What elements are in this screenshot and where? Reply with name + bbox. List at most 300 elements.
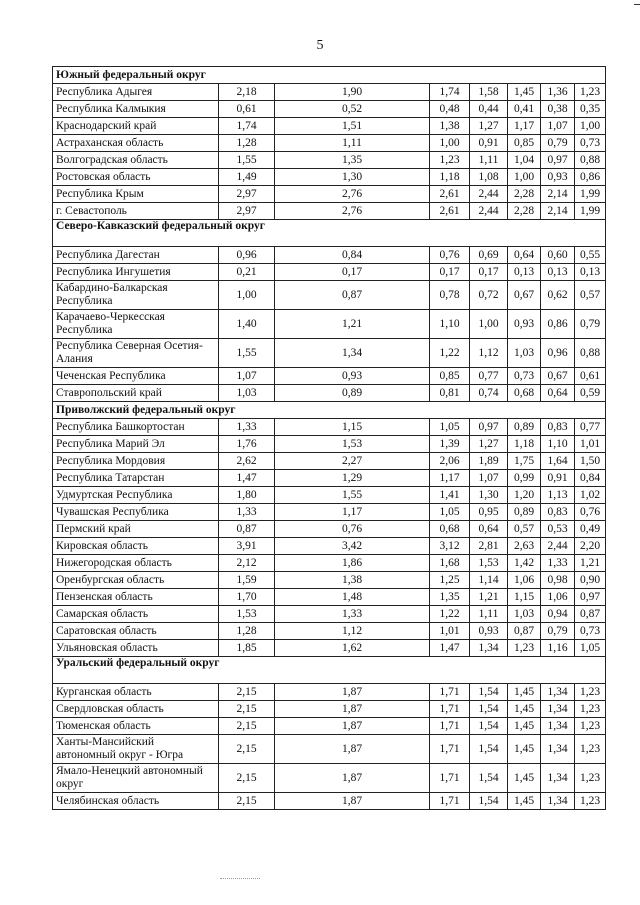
value-cell-4: 1,14 [470, 572, 508, 589]
value-cell-3: 1,22 [430, 606, 470, 623]
value-cell-6: 0,64 [541, 385, 575, 402]
value-cell-5: 1,45 [508, 793, 541, 810]
subject-name: Кабардино-Балкарская Республика [53, 281, 219, 310]
value-cell-3: 2,61 [430, 203, 470, 220]
value-cell-6: 1,34 [541, 764, 575, 793]
value-cell-2: 3,42 [275, 538, 430, 555]
value-cell-2: 1,62 [275, 640, 430, 657]
value-cell-4: 0,77 [470, 368, 508, 385]
value-cell-2: 1,55 [275, 487, 430, 504]
value-cell-5: 0,73 [508, 368, 541, 385]
value-cell-3: 1,25 [430, 572, 470, 589]
region-title: Южный федеральный округ [53, 67, 606, 84]
value-cell-1: 1,85 [219, 640, 275, 657]
value-cell-7: 0,35 [575, 101, 606, 118]
table-row [53, 504, 606, 521]
value-cell-7: 2,20 [575, 538, 606, 555]
value-cell-4: 1,12 [470, 339, 508, 368]
value-cell-1: 2,12 [219, 555, 275, 572]
value-cell-7: 0,86 [575, 169, 606, 186]
value-cell-4: 0,72 [470, 281, 508, 310]
value-cell-1: 1,40 [219, 310, 275, 339]
subject-name: Кировская область [53, 538, 219, 555]
subject-name: Тюменская область [53, 718, 219, 735]
value-cell-4: 1,89 [470, 453, 508, 470]
value-cell-4: 1,54 [470, 735, 508, 764]
value-cell-5: 1,45 [508, 84, 541, 101]
value-cell-1: 2,15 [219, 701, 275, 718]
subject-name: Волгоградская область [53, 152, 219, 169]
value-cell-4: 0,74 [470, 385, 508, 402]
value-cell-2: 1,87 [275, 718, 430, 735]
value-cell-2: 2,27 [275, 453, 430, 470]
value-cell-2: 1,33 [275, 606, 430, 623]
table-row [53, 470, 606, 487]
table-row [53, 101, 606, 118]
value-cell-5: 2,28 [508, 186, 541, 203]
value-cell-5: 1,45 [508, 718, 541, 735]
value-cell-5: 1,45 [508, 764, 541, 793]
value-cell-3: 1,35 [430, 589, 470, 606]
subject-name: Ульяновская область [53, 640, 219, 657]
value-cell-4: 1,11 [470, 152, 508, 169]
value-cell-6: 0,13 [541, 264, 575, 281]
value-cell-6: 1,33 [541, 555, 575, 572]
table-row [53, 264, 606, 281]
region-title: Приволжский федеральный округ [53, 402, 606, 419]
value-cell-1: 1,55 [219, 339, 275, 368]
value-cell-1: 1,00 [219, 281, 275, 310]
subject-name: Нижегородская область [53, 555, 219, 572]
table-row [53, 152, 606, 169]
value-cell-5: 1,45 [508, 701, 541, 718]
value-cell-1: 2,15 [219, 684, 275, 701]
table-row [53, 385, 606, 402]
value-cell-2: 1,35 [275, 152, 430, 169]
value-cell-5: 0,89 [508, 504, 541, 521]
value-cell-7: 0,84 [575, 470, 606, 487]
subject-name: Пензенская область [53, 589, 219, 606]
value-cell-6: 0,97 [541, 152, 575, 169]
subject-name: Ростовская область [53, 169, 219, 186]
value-cell-5: 0,93 [508, 310, 541, 339]
value-cell-7: 1,23 [575, 718, 606, 735]
value-cell-3: 1,71 [430, 718, 470, 735]
subject-name: Курганская область [53, 684, 219, 701]
value-cell-2: 1,51 [275, 118, 430, 135]
value-cell-5: 0,57 [508, 521, 541, 538]
value-cell-6: 0,79 [541, 135, 575, 152]
value-cell-3: 0,81 [430, 385, 470, 402]
value-cell-7: 1,23 [575, 684, 606, 701]
value-cell-6: 1,34 [541, 701, 575, 718]
value-cell-6: 1,34 [541, 793, 575, 810]
subject-name: Республика Адыгея [53, 84, 219, 101]
value-cell-3: 1,05 [430, 504, 470, 521]
value-cell-5: 1,45 [508, 684, 541, 701]
table-row [53, 764, 606, 793]
value-cell-7: 0,87 [575, 606, 606, 623]
value-cell-5: 1,00 [508, 169, 541, 186]
value-cell-1: 2,15 [219, 735, 275, 764]
value-cell-3: 1,05 [430, 419, 470, 436]
table-row [53, 310, 606, 339]
value-cell-3: 1,71 [430, 764, 470, 793]
value-cell-2: 0,76 [275, 521, 430, 538]
value-cell-2: 1,29 [275, 470, 430, 487]
value-cell-4: 0,95 [470, 504, 508, 521]
value-cell-1: 2,15 [219, 764, 275, 793]
value-cell-5: 1,18 [508, 436, 541, 453]
value-cell-7: 1,21 [575, 555, 606, 572]
subject-name: Республика Калмыкия [53, 101, 219, 118]
value-cell-7: 1,99 [575, 203, 606, 220]
subject-name: Ханты-Мансийский автономный округ - Югра [53, 735, 219, 764]
subject-name: Ставропольский край [53, 385, 219, 402]
value-cell-7: 1,23 [575, 735, 606, 764]
subject-name: Республика Башкортостан [53, 419, 219, 436]
table-row [53, 186, 606, 203]
value-cell-2: 0,17 [275, 264, 430, 281]
value-cell-7: 0,88 [575, 339, 606, 368]
value-cell-4: 1,27 [470, 118, 508, 135]
value-cell-3: 0,78 [430, 281, 470, 310]
value-cell-1: 1,70 [219, 589, 275, 606]
value-cell-2: 0,87 [275, 281, 430, 310]
value-cell-5: 1,23 [508, 640, 541, 657]
value-cell-4: 0,17 [470, 264, 508, 281]
value-cell-4: 1,34 [470, 640, 508, 657]
value-cell-2: 1,15 [275, 419, 430, 436]
value-cell-6: 0,86 [541, 310, 575, 339]
value-cell-5: 0,64 [508, 247, 541, 264]
subject-name: Республика Дагестан [53, 247, 219, 264]
value-cell-4: 1,54 [470, 701, 508, 718]
value-cell-3: 3,12 [430, 538, 470, 555]
value-cell-7: 0,57 [575, 281, 606, 310]
value-cell-6: 1,13 [541, 487, 575, 504]
value-cell-5: 1,03 [508, 339, 541, 368]
value-cell-1: 1,03 [219, 385, 275, 402]
table-row [53, 281, 606, 310]
value-cell-6: 0,79 [541, 623, 575, 640]
value-cell-2: 0,84 [275, 247, 430, 264]
value-cell-2: 1,21 [275, 310, 430, 339]
value-cell-5: 2,63 [508, 538, 541, 555]
value-cell-3: 1,74 [430, 84, 470, 101]
value-cell-1: 1,55 [219, 152, 275, 169]
table-row [53, 368, 606, 385]
value-cell-3: 1,47 [430, 640, 470, 657]
value-cell-4: 0,93 [470, 623, 508, 640]
value-cell-4: 0,64 [470, 521, 508, 538]
value-cell-4: 1,11 [470, 606, 508, 623]
value-cell-6: 0,94 [541, 606, 575, 623]
value-cell-3: 1,71 [430, 735, 470, 764]
table-row [53, 339, 606, 368]
value-cell-1: 0,61 [219, 101, 275, 118]
region-header-row [53, 402, 606, 419]
value-cell-2: 1,87 [275, 701, 430, 718]
value-cell-1: 1,80 [219, 487, 275, 504]
table-row [53, 684, 606, 701]
value-cell-1: 1,28 [219, 623, 275, 640]
value-cell-6: 0,83 [541, 419, 575, 436]
value-cell-7: 0,61 [575, 368, 606, 385]
value-cell-6: 1,06 [541, 589, 575, 606]
value-cell-1: 0,21 [219, 264, 275, 281]
value-cell-6: 0,96 [541, 339, 575, 368]
value-cell-4: 1,07 [470, 470, 508, 487]
value-cell-1: 1,47 [219, 470, 275, 487]
value-cell-2: 1,90 [275, 84, 430, 101]
table-row [53, 135, 606, 152]
table-row [53, 538, 606, 555]
table-row [53, 487, 606, 504]
value-cell-6: 1,16 [541, 640, 575, 657]
value-cell-4: 1,54 [470, 764, 508, 793]
table-row [53, 701, 606, 718]
value-cell-3: 1,68 [430, 555, 470, 572]
subject-name: Республика Мордовия [53, 453, 219, 470]
corner-mark [634, 4, 640, 11]
subject-name: Саратовская область [53, 623, 219, 640]
subject-name: Удмуртская Республика [53, 487, 219, 504]
value-cell-1: 2,18 [219, 84, 275, 101]
value-cell-5: 1,20 [508, 487, 541, 504]
table-row [53, 589, 606, 606]
value-cell-7: 0,73 [575, 623, 606, 640]
value-cell-3: 1,01 [430, 623, 470, 640]
value-cell-2: 1,87 [275, 764, 430, 793]
table-row [53, 606, 606, 623]
value-cell-2: 1,17 [275, 504, 430, 521]
value-cell-4: 2,44 [470, 186, 508, 203]
value-cell-4: 0,69 [470, 247, 508, 264]
value-cell-1: 1,76 [219, 436, 275, 453]
value-cell-4: 0,97 [470, 419, 508, 436]
value-cell-1: 2,15 [219, 718, 275, 735]
value-cell-6: 0,98 [541, 572, 575, 589]
value-cell-3: 1,71 [430, 701, 470, 718]
subject-name: Ямало-Ненецкий автономный округ [53, 764, 219, 793]
value-cell-4: 1,54 [470, 684, 508, 701]
region-header-row [53, 657, 606, 684]
value-cell-4: 0,91 [470, 135, 508, 152]
subject-name: Астраханская область [53, 135, 219, 152]
subject-name: Республика Северная Осетия-Алания [53, 339, 219, 368]
value-cell-6: 0,83 [541, 504, 575, 521]
value-cell-4: 1,21 [470, 589, 508, 606]
value-cell-6: 1,36 [541, 84, 575, 101]
value-cell-5: 1,75 [508, 453, 541, 470]
value-cell-7: 0,59 [575, 385, 606, 402]
value-cell-6: 0,60 [541, 247, 575, 264]
value-cell-6: 2,44 [541, 538, 575, 555]
value-cell-4: 0,44 [470, 101, 508, 118]
value-cell-3: 2,61 [430, 186, 470, 203]
value-cell-7: 0,73 [575, 135, 606, 152]
value-cell-2: 1,30 [275, 169, 430, 186]
value-cell-3: 1,41 [430, 487, 470, 504]
value-cell-7: 1,23 [575, 84, 606, 101]
value-cell-7: 0,97 [575, 589, 606, 606]
value-cell-3: 1,39 [430, 436, 470, 453]
value-cell-4: 1,58 [470, 84, 508, 101]
subject-name: Самарская область [53, 606, 219, 623]
value-cell-7: 1,02 [575, 487, 606, 504]
value-cell-7: 0,90 [575, 572, 606, 589]
value-cell-2: 1,12 [275, 623, 430, 640]
subject-name: Республика Марий Эл [53, 436, 219, 453]
value-cell-2: 1,53 [275, 436, 430, 453]
region-title: Уральский федеральный округ [53, 657, 606, 684]
value-cell-7: 0,13 [575, 264, 606, 281]
value-cell-1: 1,28 [219, 135, 275, 152]
value-cell-4: 1,08 [470, 169, 508, 186]
value-cell-1: 2,97 [219, 186, 275, 203]
table-row [53, 572, 606, 589]
table-row [53, 247, 606, 264]
value-cell-2: 1,87 [275, 793, 430, 810]
value-cell-7: 1,05 [575, 640, 606, 657]
value-cell-2: 1,87 [275, 735, 430, 764]
value-cell-5: 1,06 [508, 572, 541, 589]
value-cell-1: 0,96 [219, 247, 275, 264]
value-cell-7: 1,23 [575, 764, 606, 793]
value-cell-2: 2,76 [275, 203, 430, 220]
value-cell-1: 1,53 [219, 606, 275, 623]
value-cell-5: 1,03 [508, 606, 541, 623]
value-cell-5: 2,28 [508, 203, 541, 220]
subject-name: Чеченская Республика [53, 368, 219, 385]
subject-name: Карачаево-Черкесская Республика [53, 310, 219, 339]
table-row [53, 640, 606, 657]
value-cell-2: 1,86 [275, 555, 430, 572]
value-cell-7: 0,88 [575, 152, 606, 169]
value-cell-7: 0,49 [575, 521, 606, 538]
value-cell-7: 1,99 [575, 186, 606, 203]
value-cell-6: 0,67 [541, 368, 575, 385]
value-cell-5: 0,13 [508, 264, 541, 281]
value-cell-2: 1,34 [275, 339, 430, 368]
table-row [53, 555, 606, 572]
value-cell-5: 1,45 [508, 735, 541, 764]
page-number: 5 [316, 38, 324, 53]
value-cell-1: 1,33 [219, 419, 275, 436]
value-cell-6: 0,91 [541, 470, 575, 487]
value-cell-7: 1,00 [575, 118, 606, 135]
value-cell-6: 0,93 [541, 169, 575, 186]
table-row [53, 203, 606, 220]
value-cell-3: 0,85 [430, 368, 470, 385]
value-cell-2: 0,93 [275, 368, 430, 385]
table-row [53, 718, 606, 735]
table-row [53, 436, 606, 453]
value-cell-5: 0,67 [508, 281, 541, 310]
coefficients-table [52, 66, 606, 810]
value-cell-2: 1,11 [275, 135, 430, 152]
subject-name: Республика Татарстан [53, 470, 219, 487]
value-cell-4: 1,54 [470, 793, 508, 810]
value-cell-7: 1,01 [575, 436, 606, 453]
subject-name: Чувашская Республика [53, 504, 219, 521]
region-title: Северо-Кавказский федеральный округ [53, 220, 606, 247]
value-cell-4: 1,00 [470, 310, 508, 339]
value-cell-4: 1,54 [470, 718, 508, 735]
table-row [53, 169, 606, 186]
value-cell-3: 1,10 [430, 310, 470, 339]
table-row [53, 118, 606, 135]
value-cell-6: 0,38 [541, 101, 575, 118]
value-cell-2: 1,87 [275, 684, 430, 701]
table-row [53, 793, 606, 810]
value-cell-7: 1,50 [575, 453, 606, 470]
value-cell-6: 2,14 [541, 186, 575, 203]
value-cell-4: 2,81 [470, 538, 508, 555]
value-cell-6: 1,34 [541, 735, 575, 764]
region-header-row [53, 67, 606, 84]
value-cell-1: 1,74 [219, 118, 275, 135]
value-cell-4: 1,53 [470, 555, 508, 572]
table-row [53, 419, 606, 436]
value-cell-1: 1,49 [219, 169, 275, 186]
value-cell-3: 0,17 [430, 264, 470, 281]
value-cell-5: 1,04 [508, 152, 541, 169]
value-cell-3: 0,76 [430, 247, 470, 264]
value-cell-1: 0,87 [219, 521, 275, 538]
table-row [53, 84, 606, 101]
value-cell-6: 1,10 [541, 436, 575, 453]
value-cell-6: 0,53 [541, 521, 575, 538]
value-cell-4: 1,27 [470, 436, 508, 453]
value-cell-6: 1,64 [541, 453, 575, 470]
value-cell-2: 0,52 [275, 101, 430, 118]
value-cell-6: 1,34 [541, 684, 575, 701]
value-cell-3: 0,48 [430, 101, 470, 118]
value-cell-1: 1,07 [219, 368, 275, 385]
value-cell-1: 2,97 [219, 203, 275, 220]
value-cell-7: 0,79 [575, 310, 606, 339]
value-cell-1: 3,91 [219, 538, 275, 555]
value-cell-6: 0,62 [541, 281, 575, 310]
subject-name: Пермский край [53, 521, 219, 538]
subject-name: Республика Ингушетия [53, 264, 219, 281]
value-cell-4: 1,30 [470, 487, 508, 504]
table-row [53, 521, 606, 538]
value-cell-1: 1,59 [219, 572, 275, 589]
value-cell-3: 1,00 [430, 135, 470, 152]
value-cell-5: 1,15 [508, 589, 541, 606]
value-cell-5: 0,89 [508, 419, 541, 436]
value-cell-3: 1,23 [430, 152, 470, 169]
table-row [53, 623, 606, 640]
value-cell-7: 0,55 [575, 247, 606, 264]
value-cell-1: 2,15 [219, 793, 275, 810]
value-cell-7: 1,23 [575, 793, 606, 810]
footer-mark [220, 878, 260, 879]
value-cell-5: 0,85 [508, 135, 541, 152]
value-cell-6: 1,07 [541, 118, 575, 135]
value-cell-5: 0,87 [508, 623, 541, 640]
value-cell-3: 0,68 [430, 521, 470, 538]
subject-name: Оренбургская область [53, 572, 219, 589]
value-cell-6: 1,34 [541, 718, 575, 735]
subject-name: Краснодарский край [53, 118, 219, 135]
table-row [53, 453, 606, 470]
value-cell-5: 1,42 [508, 555, 541, 572]
value-cell-1: 1,33 [219, 504, 275, 521]
